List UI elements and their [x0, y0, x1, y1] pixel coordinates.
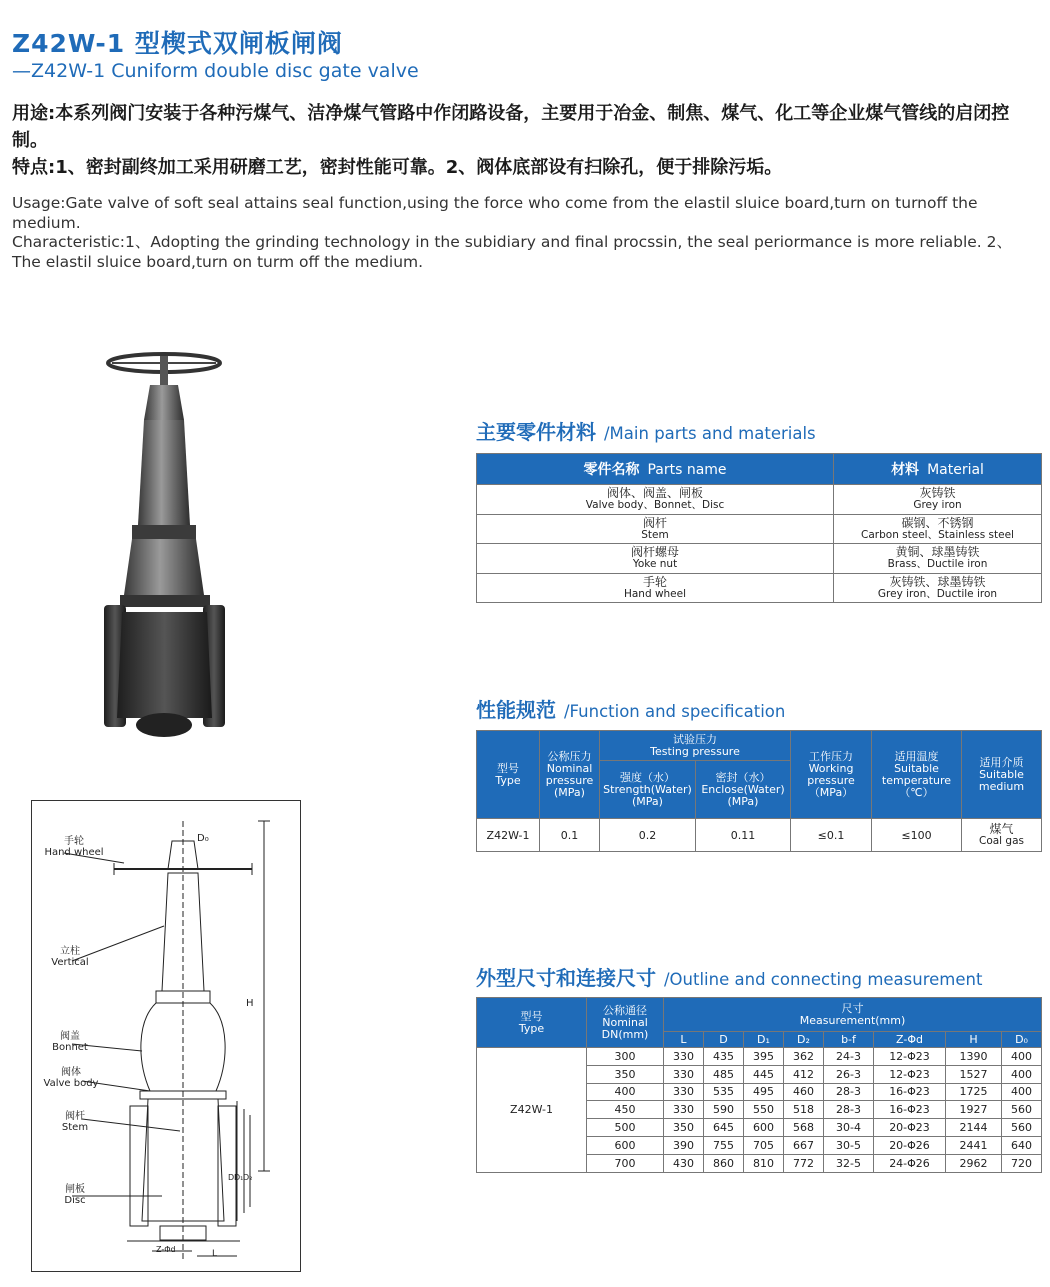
cell: 400: [587, 1083, 664, 1101]
cell: 26-3: [824, 1065, 874, 1083]
cell: 460: [784, 1083, 824, 1101]
cell: 24-Φ26: [874, 1154, 946, 1172]
cell: 28-3: [824, 1101, 874, 1119]
header-medium: 适用介质 Suitable medium: [962, 731, 1042, 819]
cell: ≤100: [872, 819, 962, 852]
cell: 518: [784, 1101, 824, 1119]
cell: 500: [587, 1119, 664, 1137]
cell: 640: [1002, 1136, 1042, 1154]
column-header: b-f: [824, 1032, 874, 1048]
dimensions-table: [476, 997, 1042, 1173]
table-row: [477, 544, 1042, 574]
cell-part: 手轮 Hand wheel: [477, 573, 834, 603]
cell: 705: [744, 1136, 784, 1154]
cell: 20-Φ23: [874, 1119, 946, 1137]
header-type: 型号 Type: [477, 731, 540, 819]
dim-l: L: [212, 1249, 218, 1259]
table-row: [477, 819, 1042, 852]
cell: 1527: [946, 1065, 1002, 1083]
usage-en: Usage:Gate valve of soft seal attains seal function,using the force who come from the elastil sluice board,turn on turnoff the medium.: [12, 194, 978, 232]
column-header: D: [704, 1032, 744, 1048]
cell: 1927: [946, 1101, 1002, 1119]
header-nominal-pressure: 公称压力 Nominal pressure (MPa): [540, 731, 600, 819]
cell: 煤气 Coal gas: [962, 819, 1042, 852]
cell: 30-5: [824, 1136, 874, 1154]
column-header: D₀: [1002, 1032, 1042, 1048]
cell-material: 灰铸铁、球墨铸铁 Grey iron、Ductile iron: [834, 573, 1042, 603]
cell: 28-3: [824, 1083, 874, 1101]
valve-photo: [102, 350, 227, 745]
header-nominal-dn: 公称通径 Nominal DN(mm): [587, 998, 664, 1048]
materials-table: [476, 453, 1042, 603]
header-material: 材料 Material: [834, 454, 1042, 485]
cell: 535: [704, 1083, 744, 1101]
label-hand-wheel: 手轮 Hand wheel: [44, 836, 104, 858]
header-type: 型号 Type: [477, 998, 587, 1048]
cell: 0.1: [540, 819, 600, 852]
header-testing-pressure: 试验压力 Testing pressure: [600, 731, 791, 761]
cell: 495: [744, 1083, 784, 1101]
cell: 400: [1002, 1048, 1042, 1066]
cell: Z42W-1: [477, 819, 540, 852]
cell: 560: [1002, 1119, 1042, 1137]
technical-drawing: [31, 800, 301, 1272]
cell-material: 碳钢、不锈钢 Carbon steel、Stainless steel: [834, 514, 1042, 544]
cell: 24-3: [824, 1048, 874, 1066]
cell: 445: [744, 1065, 784, 1083]
cell: 590: [704, 1101, 744, 1119]
cell: 0.2: [600, 819, 696, 852]
table-row: [477, 573, 1042, 603]
table-row: [477, 1048, 1042, 1066]
column-header: D₂: [784, 1032, 824, 1048]
description-cn: [12, 100, 1037, 181]
label-disc: 闸板 Disc: [64, 1184, 86, 1206]
feature-cn: 特点:1、密封副终加工采用研磨工艺，密封性能可靠。2、阀体底部设有扫除孔，便于排除污垢。: [12, 157, 783, 178]
header-temperature: 适用温度 Suitable temperature （℃）: [872, 731, 962, 819]
cell: 2144: [946, 1119, 1002, 1137]
cell-material: 灰铸铁 Grey iron: [834, 485, 1042, 515]
cell: 485: [704, 1065, 744, 1083]
dim-d1: D₁: [234, 1173, 244, 1182]
cell: 330: [664, 1065, 704, 1083]
header-measurement: 尺寸 Measurement(mm): [664, 998, 1042, 1032]
header-enclose: 密封（水） Enclose(Water) (MPa): [696, 761, 791, 819]
cell: 12-Φ23: [874, 1048, 946, 1066]
cell: 395: [744, 1048, 784, 1066]
cell: 30-4: [824, 1119, 874, 1137]
cell: 20-Φ26: [874, 1136, 946, 1154]
cell: 720: [1002, 1154, 1042, 1172]
cell: 400: [1002, 1065, 1042, 1083]
column-header: D₁: [744, 1032, 784, 1048]
dim-d0: D₀: [197, 833, 209, 844]
cell: 550: [744, 1101, 784, 1119]
cell-material: 黄铜、球墨铸铁 Brass、Ductile iron: [834, 544, 1042, 574]
label-vertical: 立柱 Vertical: [51, 946, 89, 968]
cell-type: Z42W-1: [477, 1048, 587, 1173]
dimensions-title: 外型尺寸和连接尺寸 /Outline and connecting measurement: [476, 966, 983, 990]
cell: 390: [664, 1136, 704, 1154]
cell: 400: [1002, 1083, 1042, 1101]
cell: 772: [784, 1154, 824, 1172]
cell: 667: [784, 1136, 824, 1154]
table-header-row: [477, 998, 1042, 1032]
table-row: [477, 514, 1042, 544]
cell: 600: [587, 1136, 664, 1154]
cell: 300: [587, 1048, 664, 1066]
table-header-row: [477, 731, 1042, 761]
page-title: Z42W-1 型楔式双闸板闸阀: [12, 29, 343, 58]
materials-title: 主要零件材料 /Main parts and materials: [476, 420, 816, 444]
dim-d: D: [228, 1173, 235, 1182]
dim-zd: Z-Φd: [156, 1245, 176, 1254]
dim-d2: D₂: [243, 1173, 253, 1182]
cell: 362: [784, 1048, 824, 1066]
cell: ≤0.1: [791, 819, 872, 852]
cell: 600: [744, 1119, 784, 1137]
cell: 860: [704, 1154, 744, 1172]
cell: 32-5: [824, 1154, 874, 1172]
cell: 2441: [946, 1136, 1002, 1154]
cell: 330: [664, 1101, 704, 1119]
table-row: [477, 485, 1042, 515]
usage-cn: 用途:本系列阀门安装于各种污煤气、洁净煤气管路中作闭路设备，主要用于冶金、制焦、煤气、化工等企业煤气管线的启闭控制。: [12, 103, 1010, 151]
cell: 2962: [946, 1154, 1002, 1172]
label-valve-body: 阀体 Valve body: [43, 1067, 99, 1089]
label-bonnet: 阀盖 Bonnet: [52, 1031, 88, 1053]
cell-part: 阀杆螺母 Yoke nut: [477, 544, 834, 574]
cell: 350: [664, 1119, 704, 1137]
cell: 16-Φ23: [874, 1083, 946, 1101]
cell: 1390: [946, 1048, 1002, 1066]
header-working-pressure: 工作压力 Working pressure （MPa）: [791, 731, 872, 819]
cell: 810: [744, 1154, 784, 1172]
cell: 435: [704, 1048, 744, 1066]
cell: 450: [587, 1101, 664, 1119]
description-en: [12, 194, 1037, 272]
cell: 16-Φ23: [874, 1101, 946, 1119]
cell: 1725: [946, 1083, 1002, 1101]
cell: 0.11: [696, 819, 791, 852]
cell: 560: [1002, 1101, 1042, 1119]
cell: 568: [784, 1119, 824, 1137]
cell-part: 阀体、阀盖、闸板 Valve body、Bonnet、Disc: [477, 485, 834, 515]
feature-en: Characteristic:1、Adopting the grinding technology in the subidiary and final procssin, the seal periormance is more reliable. 2、The elastil sluice board,turn on turm off the medium.: [12, 233, 1013, 271]
header-strength: 强度（水） Strength(Water) (MPa): [600, 761, 696, 819]
cell: 350: [587, 1065, 664, 1083]
column-header: Z-Φd: [874, 1032, 946, 1048]
cell: 430: [664, 1154, 704, 1172]
cell: 645: [704, 1119, 744, 1137]
spec-title: 性能规范 /Function and specification: [476, 698, 786, 722]
dim-h: H: [246, 998, 254, 1009]
label-stem: 阀杆 Stem: [61, 1111, 89, 1133]
cell: 412: [784, 1065, 824, 1083]
column-header: L: [664, 1032, 704, 1048]
cell: 330: [664, 1048, 704, 1066]
cell: 12-Φ23: [874, 1065, 946, 1083]
cell: 755: [704, 1136, 744, 1154]
page-subtitle: —Z42W-1 Cuniform double disc gate valve: [12, 60, 419, 82]
column-header: H: [946, 1032, 1002, 1048]
cell-part: 阀杆 Stem: [477, 514, 834, 544]
cell: 330: [664, 1083, 704, 1101]
table-header-row: [477, 454, 1042, 485]
header-parts-name: 零件名称 Parts name: [477, 454, 834, 485]
cell: 700: [587, 1154, 664, 1172]
spec-table: [476, 730, 1042, 852]
